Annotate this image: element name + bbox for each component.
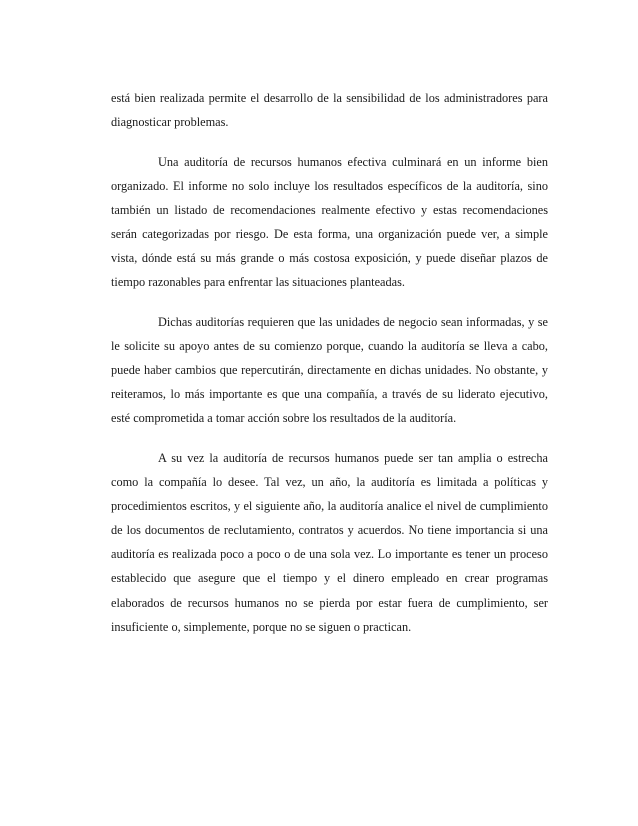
paragraph-4: A su vez la auditoría de recursos humanos puede ser tan amplia o estrecha como la compañía lo desee. Tal vez, un año, la auditoría es limitada a políticas y procedimientos escritos, y el siguiente año, la auditoría analice el nivel de cumplimiento de los documentos de reclutamiento, contratos y acuerdos. No tiene importancia si una auditoría es realizada poco a poco o de una sola vez. Lo importante es tener un proceso establecido que asegure que el tiempo y el dinero empleado en crear programas elaborados de recursos humanos no se pierda por estar fuera de cumplimiento, ser insuficiente o, simplemente, porque no se siguen o practican.	[111, 451, 548, 634]
paragraph-3: Dichas auditorías requieren que las unidades de negocio sean informadas, y se le solicite su apoyo antes de su comienzo porque, cuando la auditoría se lleva a cabo, puede haber cambios que repercutirán, directamente en dichas unidades. No obstante, y reiteramos, lo más importante es que una compañía, a través de su liderato ejecutivo, esté comprometida a tomar acción sobre los resultados de la auditoría.	[111, 314, 548, 426]
body-text	[111, 86, 548, 654]
paragraph-1: está bien realizada permite el desarrollo de la sensibilidad de los administradores para diagnosticar problemas.	[111, 91, 548, 130]
paragraph-2: Una auditoría de recursos humanos efectiva culminará en un informe bien organizado. El informe no solo incluye los resultados específicos de la auditoría, sino también un listado de recomendaciones realmente efectivo y estas recomendaciones serán categorizadas por riesgo. De esta forma, una organización puede ver, a simple vista, dónde está su más grande o más costosa exposición, y puede diseñar plazos de tiempo razonables para enfrentar las situaciones planteadas.	[111, 154, 548, 290]
